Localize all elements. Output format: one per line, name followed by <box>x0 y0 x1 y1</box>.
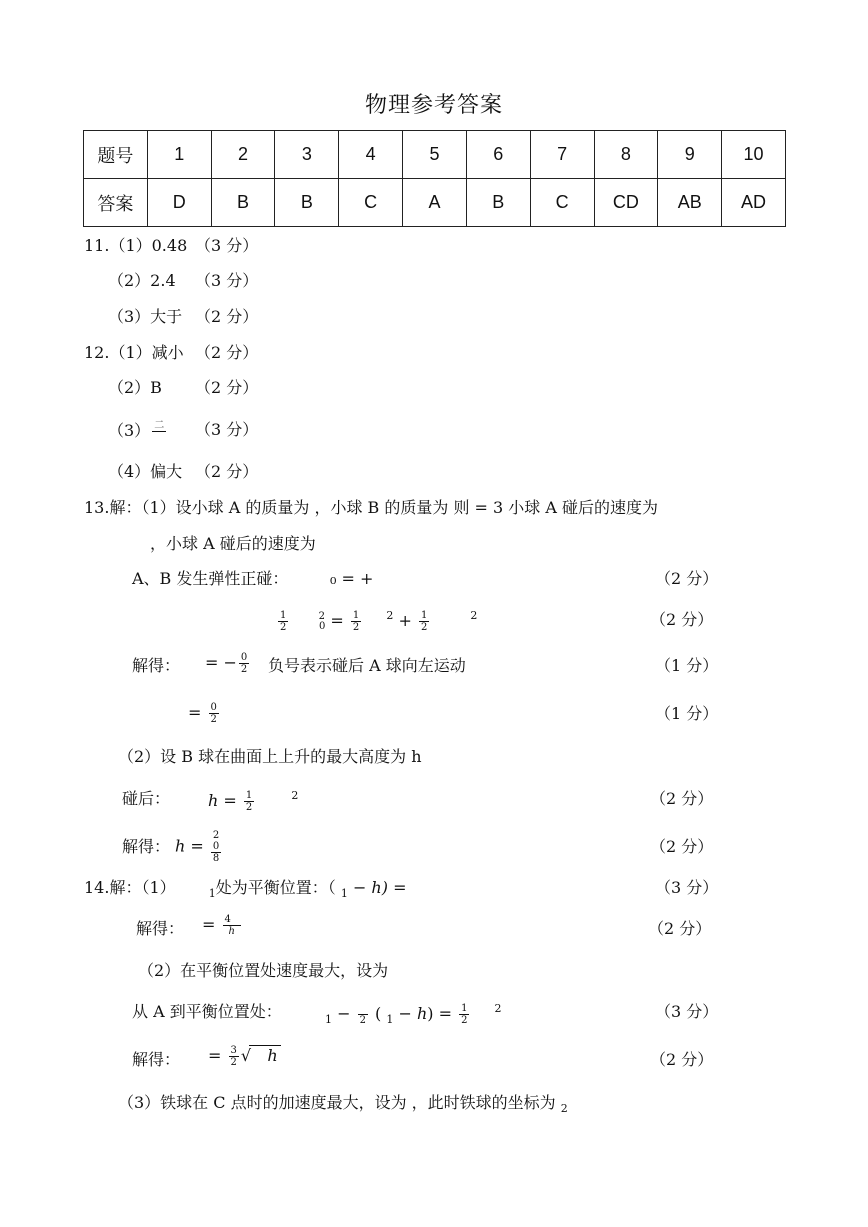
sub-1: 1 <box>340 887 348 900</box>
q12-line-3 <box>108 420 168 443</box>
q14-part2: （2）在平衡位置处速度最大，设为 <box>138 961 389 980</box>
sub-1: 1 <box>386 1013 394 1026</box>
sub-0: 0 <box>318 621 326 632</box>
q13-sol2: = $\frac{0}{2}$ <box>188 702 217 725</box>
fraction-denominator: 2 <box>280 622 287 633</box>
fraction-denominator: 2 <box>230 1057 237 1068</box>
q14-intro-rest2: − h) = <box>352 878 407 897</box>
q14-sol2-label: 解得： <box>132 1050 181 1069</box>
q13-eq1-score: （2 分） <box>655 569 719 588</box>
q13-sol3-eq <box>175 830 223 864</box>
sub-0: 0 <box>212 841 220 852</box>
table-cell: 7 <box>530 131 594 179</box>
q14-sol1-score: （2 分） <box>648 919 712 938</box>
q13-sol2-score: （1 分） <box>655 704 719 723</box>
fraction-numerator: 0 <box>240 652 248 663</box>
q14-sol2-score: （2 分） <box>650 1050 714 1069</box>
table-cell: 2 <box>211 131 275 179</box>
table-cell: B <box>275 179 339 227</box>
q13-after-score: （2 分） <box>650 789 714 808</box>
q12-line-4: （4）偏大 <box>108 462 183 481</box>
q14-p2-label: 从 A 到平衡位置处： <box>132 1002 282 1021</box>
table-cell: 6 <box>466 131 530 179</box>
q13-eq2: $\frac{1}{2}$ $^2$0 = $\frac{1}{2}$ $^2$ + $\frac{1}{2}$ $^2$ <box>280 609 478 633</box>
sub-1: 1 <box>325 1013 332 1026</box>
q14-p2-eq: $_1$ − 2 ( $_1$ − h) = $\frac{1}{2}$ $^2$ <box>325 1002 502 1026</box>
sup-2: 2 <box>494 1002 502 1015</box>
table-cell: C <box>339 179 403 227</box>
q13-after-label: 碰后： <box>122 789 171 808</box>
q12-score-1: （2 分） <box>195 343 259 362</box>
fraction-numerator: 1 <box>461 1003 468 1014</box>
fraction-denominator: 2 <box>245 802 253 813</box>
q14-part3-text: （3）铁球在 C 点时的加速度最大，设为 ，此时铁球的坐标为 <box>118 1093 556 1112</box>
fraction-denominator: h <box>228 926 235 937</box>
table-cell: B <box>466 179 530 227</box>
table-header-label: 题号 <box>84 131 148 179</box>
q13-eq2-score: （2 分） <box>650 610 714 629</box>
table-cell: CD <box>594 179 658 227</box>
q13-sol-label: 解得： <box>132 656 181 675</box>
table-cell: 9 <box>658 131 722 179</box>
fraction <box>229 1045 239 1068</box>
q13-intro-text: 13.解：（1）设小球 A 的质量为 ，小球 B 的质量为 则 = 3 小球 A 碰后的速度为 <box>84 498 659 517</box>
fraction <box>358 1003 368 1026</box>
fraction-denominator: 2 <box>359 1015 366 1026</box>
fraction-denominator: 2 <box>461 1015 468 1026</box>
table-cell: 3 <box>275 131 339 179</box>
q11-line-1: 11.（1）0.48 <box>84 236 188 255</box>
fraction-denominator: 8 <box>212 853 220 864</box>
q12-line-3-label: （3） <box>108 421 151 440</box>
q11-score-3: （2 分） <box>195 307 259 326</box>
fraction-numerator <box>211 830 221 853</box>
q12-score-2: （2 分） <box>195 378 259 397</box>
fraction-numerator: 1 <box>245 790 253 801</box>
table-cell: 8 <box>594 131 658 179</box>
table-cell: A <box>403 179 467 227</box>
q12-fraction <box>152 420 166 443</box>
q14-p2-score: （3 分） <box>655 1002 719 1021</box>
fraction <box>209 702 219 725</box>
fraction-denominator: 2 <box>352 622 360 633</box>
sub-2: 2 <box>560 1102 568 1115</box>
sup-2: 2 <box>386 609 394 622</box>
fraction-denominator: 2 <box>210 714 217 725</box>
sub-1: 1 <box>208 887 216 900</box>
fraction-numerator: 1 <box>352 610 360 621</box>
q13-after-expr: h = <box>208 791 237 810</box>
fraction-numerator: 1 <box>420 610 428 621</box>
table-row-answers <box>84 179 786 227</box>
fraction <box>239 652 249 675</box>
q13-intro <box>84 498 658 518</box>
fraction-numerator: 4 <box>223 914 241 926</box>
q14-sol2-eq: = $\frac{3}{2}$ √ h <box>208 1045 281 1068</box>
table-cell: C <box>530 179 594 227</box>
q13-after-eq <box>208 786 298 813</box>
page-title: 物理参考答案 <box>365 93 504 118</box>
fraction-half <box>278 610 288 633</box>
table-cell: 10 <box>722 131 786 179</box>
sqrt-body: h <box>249 1045 281 1066</box>
answer-table <box>83 130 786 227</box>
q14-part3 <box>118 1093 568 1119</box>
fraction-numerator: 3 <box>230 1045 237 1056</box>
q14-sol1-eq: = $\frac{4}{h}$ <box>202 914 243 937</box>
sup-2: 2 <box>212 830 220 841</box>
fraction-denominator: 2 <box>420 622 428 633</box>
q11-score-2: （3 分） <box>195 271 259 290</box>
fraction-half <box>459 1003 469 1026</box>
fraction <box>223 914 241 937</box>
q14-score-1: （3 分） <box>655 878 719 897</box>
q12-line-1: 12.（1）减小 <box>84 343 184 362</box>
q13-sol3-label: 解得： <box>122 837 171 856</box>
table-cell: 1 <box>147 131 211 179</box>
q11-score-1: （3 分） <box>195 236 259 255</box>
q13-sol1-score: （1 分） <box>655 656 719 675</box>
fraction-half <box>244 790 254 813</box>
q13-sol1 <box>205 652 251 675</box>
q11-line-3: （3）大于 <box>108 307 183 326</box>
q12-line-2: （2）B <box>108 378 162 397</box>
q13-part2: （2）设 B 球在曲面上上升的最大高度为 h <box>118 747 422 766</box>
table-cell: B <box>211 179 275 227</box>
table-answer-label: 答案 <box>84 179 148 227</box>
fraction-numerator: 二 <box>154 420 165 431</box>
q13-sol3-expr: h = <box>175 836 204 856</box>
q12-score-4: （2 分） <box>195 462 259 481</box>
q13-sol1-note: 负号表示碰后 A 球向左运动 <box>268 656 466 675</box>
fraction-denominator: 2 <box>240 664 248 675</box>
sup-2: 2 <box>470 609 478 622</box>
fraction-numerator: 1 <box>280 610 287 621</box>
table-cell: 5 <box>403 131 467 179</box>
q12-score-3: （3 分） <box>195 420 259 439</box>
table-cell: D <box>147 179 211 227</box>
q13-eq1-label: A、B 发生弹性正碰： <box>132 569 289 588</box>
q13-sol1-expr: = − <box>205 653 237 672</box>
q14-intro <box>84 878 406 904</box>
q13-sol3-score: （2 分） <box>650 837 714 856</box>
q14-intro-text: 14.解：（1） <box>84 878 176 897</box>
table-row-numbers <box>84 131 786 179</box>
fraction-numerator: 0 <box>210 702 217 713</box>
sup-2: 2 <box>291 789 299 802</box>
q13-eq1: ₀ = + <box>330 569 374 588</box>
table-cell: AD <box>722 179 786 227</box>
q11-line-2: （2）2.4 <box>108 271 176 290</box>
q13-intro-2: ，小球 A 碰后的速度为 <box>150 534 316 553</box>
table-cell: 4 <box>339 131 403 179</box>
fraction <box>211 830 221 864</box>
fraction-numerator <box>358 1003 368 1015</box>
sup-2: 2 <box>318 611 325 622</box>
q14-intro-rest: 处为平衡位置：（ <box>215 878 336 897</box>
q14-sol1-label: 解得： <box>136 919 185 938</box>
fraction-half <box>351 610 361 633</box>
fraction-half <box>419 610 429 633</box>
sqrt-sign: √ <box>240 1046 252 1065</box>
table-cell: AB <box>658 179 722 227</box>
